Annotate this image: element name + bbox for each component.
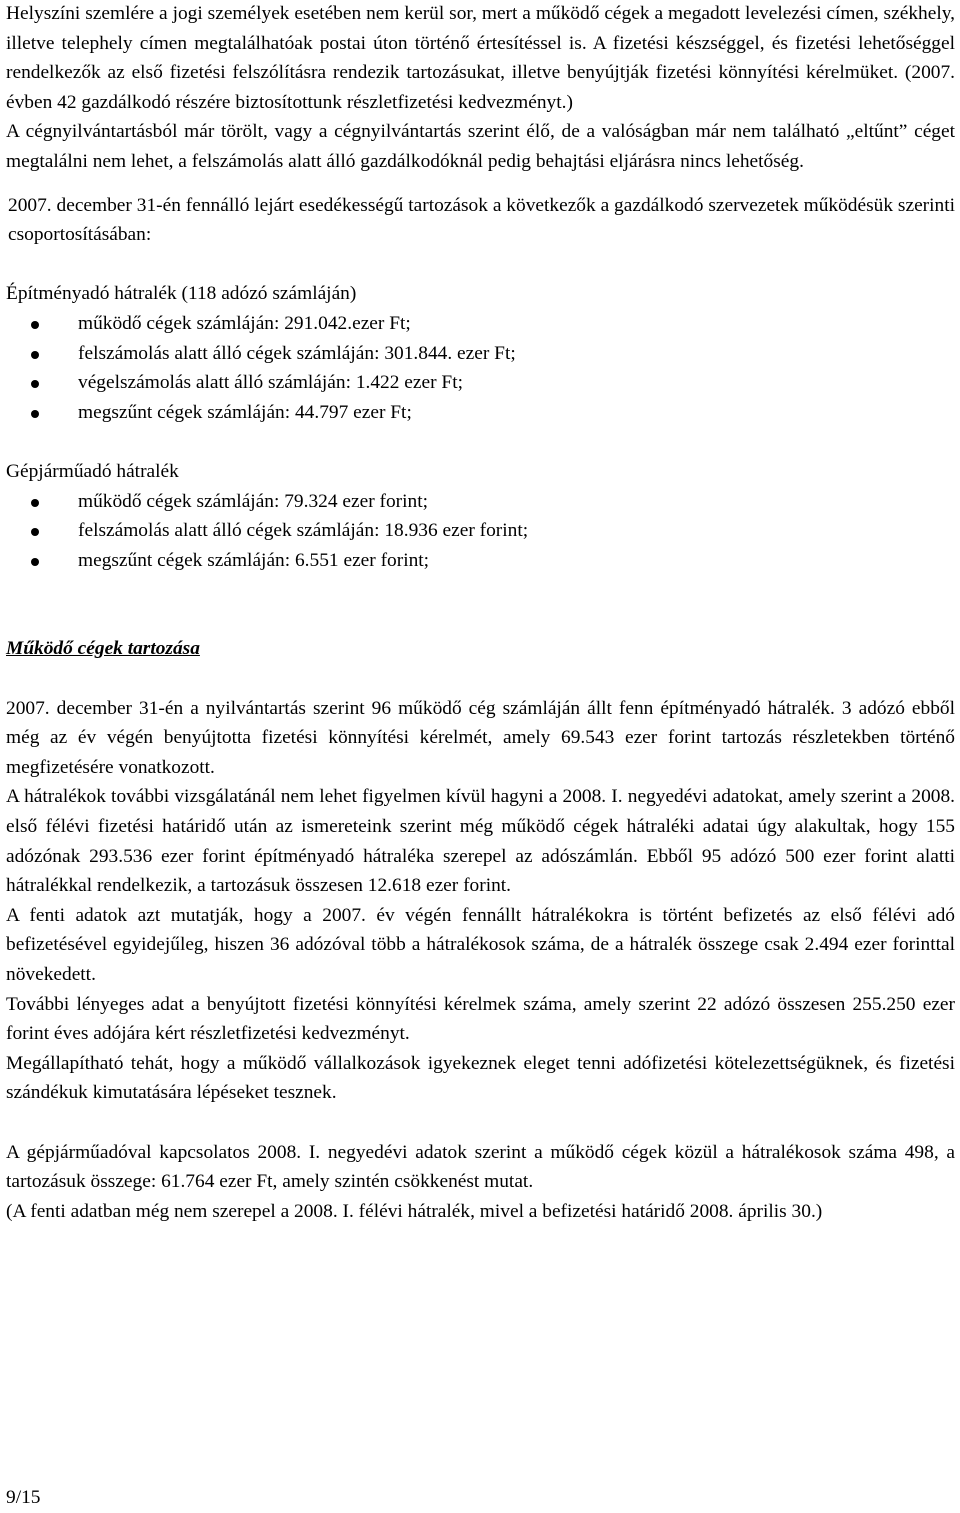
- document-page: [6, 0, 955, 1226]
- list-item: végelszámolás alatt álló számláján: 1.422 ezer Ft;: [6, 368, 955, 398]
- paragraph-2007-intro: 2007. december 31-én fennálló lejárt esedékességű tartozások a következők a gazdálkodó szervezetek működésük szerinti csoportosításában:: [8, 194, 955, 246]
- paragraph-vehicle-tax-note: (A fenti adatban még nem szerepel a 2008. I. félévi hátralék, mivel a befizetési határidő 2008. április 30.): [6, 1200, 823, 1222]
- list-item: felszámolás alatt álló cégek számláján: 18.936 ezer forint;: [6, 516, 955, 546]
- paragraph-conclusion: Megállapítható tehát, hogy a működő vállalkozások igyekeznek eleget tenni adófizetési kötelezettségüknek, és fizetési szándékuk kimutatására lépéseket tesznek.: [6, 1052, 955, 1104]
- list-item: működő cégek számláján: 291.042.ezer Ft;: [6, 309, 955, 339]
- paragraph-2008-q1: A hátralékok további vizsgálatánál nem lehet figyelmen kívül hagyni a 2008. I. negyedévi adatokat, amely szerint a 2008. első félévi fizetési határidő után az ismereteink szerint még működő cégek hátraléki adatai úgy alakultak, hogy 155 adózónak 293.536 ezer forint építményadó hátraléka szerepel az adószámlán. Ebből 95 adózó 500 ezer forint alatti hátralékkal rendelkezik, a tartozásuk összesen 12.618 ezer forint.: [6, 786, 955, 897]
- list-item: működő cégek számláján: 79.324 ezer forint;: [6, 487, 955, 517]
- paragraph-company-registry: A cégnyilvántartásból már törölt, vagy a cégnyilvántartás szerint élő, de a valóságban már nem található „eltűnt” céget megtalálni nem lehet, a felszámolás alatt álló gazdálkodóknál pedig behajtási eljárásra nincs lehetőség.: [6, 121, 955, 172]
- paragraph-vehicle-tax-2008: A gépjárműadóval kapcsolatos 2008. I. negyedévi adatok szerint a működő cégek közül a hátralékosok száma 498, a tartozásuk összege: 61.764 ezer Ft, amely szintén csökkenést mutat.: [6, 1141, 955, 1193]
- vehicle-tax-list: [6, 487, 955, 576]
- building-tax-title: Építményadó hátralék (118 adózó számláján): [6, 283, 357, 305]
- vehicle-tax-title: Gépjárműadó hátralék: [6, 460, 179, 482]
- list-item: felszámolás alatt álló cégek számláján: 301.844. ezer Ft;: [6, 339, 955, 369]
- building-tax-list: [6, 309, 955, 427]
- list-item: megszűnt cégek számláján: 6.551 ezer forint;: [6, 546, 955, 576]
- paragraph-96-companies: 2007. december 31-én a nyilvántartás szerint 96 működő cég számláján állt fenn építményadó hátralék. 3 adózó ebből még az év végén benyújtotta fizetési könnyítési kérelmét, amely 69.543 ezer forint tartozás részletekben történő megfizetésére vonatkozott.: [6, 697, 955, 778]
- section-title: Működő cégek tartozása: [6, 638, 200, 660]
- list-item: megszűnt cégek számláján: 44.797 ezer Ft;: [6, 398, 955, 428]
- paragraph-site-inspection: Helyszíni szemlére a jogi személyek esetében nem kerül sor, mert a működő cégek a megadott levelezési címen, székhely, illetve telephely címen megtalálhatóak postai úton történő értesítéssel is. A fizetési készséggel, és fizetési lehetőséggel rendelkezők az első fizetési felszólításra rendezik tartozásukat, illetve benyújtják fizetési könnyítési kérelmüket. (2007. évben 42 gazdálkodó részére biztosítottunk részletfizetési kedvezményt.): [6, 3, 955, 113]
- paragraph-payments: A fenti adatok azt mutatják, hogy a 2007. év végén fennállt hátralékokra is történt befizetés az első félévi adó befizetésével egyidejűleg, hiszen 36 adózóval több a hátralékosok száma, de a hátralék összege csak 2.494 ezer forinttal növekedett.: [6, 904, 955, 985]
- page-number: 9/15: [6, 1487, 41, 1508]
- paragraph-relief-requests: További lényeges adat a benyújtott fizetési könnyítési kérelmek száma, amely szerint 22 adózó összesen 255.250 ezer forint éves adójára kért részletfizetési kedvezményt.: [6, 993, 955, 1045]
